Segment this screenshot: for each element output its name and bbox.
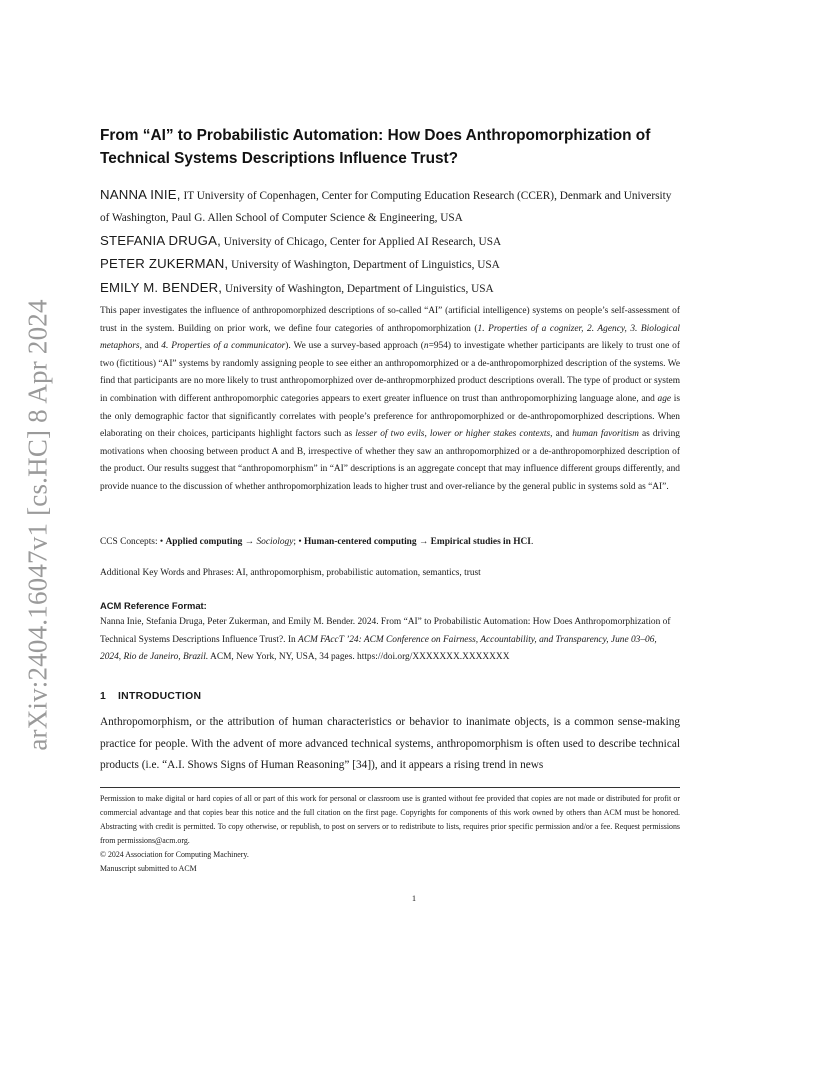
introduction-paragraph: Anthropomorphism, or the attribution of human characteristics or behavior to inanimate objects, is a common sense-making practice for people. With the advent of more advanced technical systems, anthropomorphism is often used to describe technical products (i.e. “A.I. Shows Signs of Human Reasoning” [34]), and it appears a rising trend in news [100,716,680,772]
ccs-prefix: CCS Concepts: • [100,537,166,547]
author-entry [100,184,680,230]
author-name: PETER ZUKERMAN, [100,256,229,272]
ccs-concept: Empirical studies in HCI [430,537,531,547]
abstract-emphasis: 4. Properties of a communicator [161,341,286,352]
author-name: EMILY M. BENDER, [100,280,223,296]
abstract-text: and [552,429,573,440]
title-line-1: From “AI” to Probabilistic Automation: How Does Anthropomorphization of [100,127,651,144]
keywords: Additional Key Words and Phrases: AI, anthropomorphism, probabilistic automation, semantics, trust [100,568,481,578]
abstract-text: This paper investigates the influence of anthropomorphized descriptions of so-called “AI” (artificial intelligence) systems on people’s self-assessment of trust in the system. Building on prior work, we define four categories of anthropomorphization ( [100,306,680,334]
abstract-emphasis: age [657,393,672,404]
abstract-emphasis: n [423,341,429,352]
section-number: 1 [100,691,107,702]
footnote-block [100,792,680,877]
title-line-2: Technical Systems Descriptions Influence Trust? [100,150,459,167]
author-list [100,184,680,301]
footnote-divider [100,787,680,788]
permission-notice: Permission to make digital or hard copies of all or part of this work for personal or classroom use is granted without fee provided that copies are not made or distributed for profit or commercial advantage and that copies bear this notice and the full citation on the first page. Copyrights for components of this work owned by others than ACM must be honored. Abstracting with credit is permitted. To copy otherwise, or republish, to post on servers or to redistribute to lists, requires prior specific permission and/or a fee. Request permissions from permissions@acm.org. [100,794,680,846]
ccs-arrow: → [416,537,431,547]
arxiv-sidebar-stamp [20,290,56,760]
abstract-emphasis: human favoritism [572,429,639,440]
ccs-separator: ; • [293,537,304,547]
acm-reference-heading: ACM Reference Format: [100,600,207,611]
reference-text: Nanna Inie, Stefania Druga, Peter Zukerman, and Emily M. Bender. 2024. From “AI” to Probabilistic Automation: How Does Anthropomorphization of Technical Systems Descriptions Influence Trust?. In [100,617,671,645]
author-entry [100,277,680,301]
reference-text: ACM, New York, NY, USA, 34 pages. https://doi.org/XXXXXXX.XXXXXXX [208,652,510,663]
section-title: INTRODUCTION [118,691,202,702]
abstract [100,303,680,497]
author-affiliation: IT University of Copenhagen, Center for Computing Education Research (CCER), Denmark and University of Washington, Paul G. Allen School of Computer Science & Engineering, USA [100,190,672,224]
reference-venue: ACM FAccT ’24: ACM Conference on Fairness, Accountability, and Transparency, June 03–06, 2024, Rio de Janeiro, Brazil. [100,634,657,663]
acm-reference-text [100,614,680,666]
abstract-emphasis: lesser of two evils, lower or higher stakes contexts, [355,429,553,440]
author-name: NANNA INIE, [100,187,181,202]
abstract-text: is the only demographic factor that significantly correlates with people’s preference for anthropomorphized or de-anthropomorphized descriptions. When elaborating on their choices, participants highlight factors such as [100,393,680,440]
section-heading-introduction [100,691,680,702]
paper-title [100,124,680,170]
author-name: STEFANIA DRUGA, [100,232,221,248]
abstract-text: as driving motivations when choosing between product A and B, irrespective of whether they saw an anthropomorphized or a de-anthropomorphized description of the product. Our results suggest that “anthropomorphism” in “AI” descriptions is an aggregate concept that may influence different groups differently, and provide nuance to the discussion of whether anthropomorphization leads to higher trust and over-reliance by the general public in systems sold as “AI”. [100,429,680,492]
ccs-concept: Sociology [256,537,294,547]
abstract-text: ). We use a survey-based approach ( [285,341,424,352]
page-number: 1 [411,893,417,903]
abstract-emphasis: 1. Properties of a cognizer, 2. Agency, 3. Biological metaphors, [100,323,680,352]
author-affiliation: University of Washington, Department of Linguistics, USA [222,283,494,296]
ccs-arrow: → [242,537,257,547]
abstract-text: and [141,341,162,352]
copyright-line: © 2024 Association for Computing Machinery. [100,850,249,860]
ccs-end: . [530,537,534,547]
ccs-concept: Human-centered computing [304,537,417,547]
ccs-concept: Applied computing [165,537,243,547]
author-affiliation: University of Washington, Department of Linguistics, USA [228,259,500,272]
arxiv-identifier: arXiv:2404.16047v1 [cs.HC] 8 Apr 2024 [22,299,53,751]
abstract-text: =954) to investigate whether participants are likely to trust one of two (fictitious) “AI” systems by randomly assigning people to see either an anthropomorphized or a de-anthropomorphized description of the systems. We find that participants are no more likely to trust anthropomorphized over de-anthropmorphized product descriptions overall. The type of product or system in combination with different anthropomorphic categories appears to exert greater influence on trust than anthropomorphizing language alone, and [100,341,680,404]
author-entry [100,253,680,277]
manuscript-note: Manuscript submitted to ACM [100,864,197,874]
acm-reference-format [100,597,680,667]
author-affiliation: University of Chicago, Center for Applied AI Research, USA [220,235,502,248]
ccs-concepts [100,535,680,550]
author-entry [100,230,680,254]
